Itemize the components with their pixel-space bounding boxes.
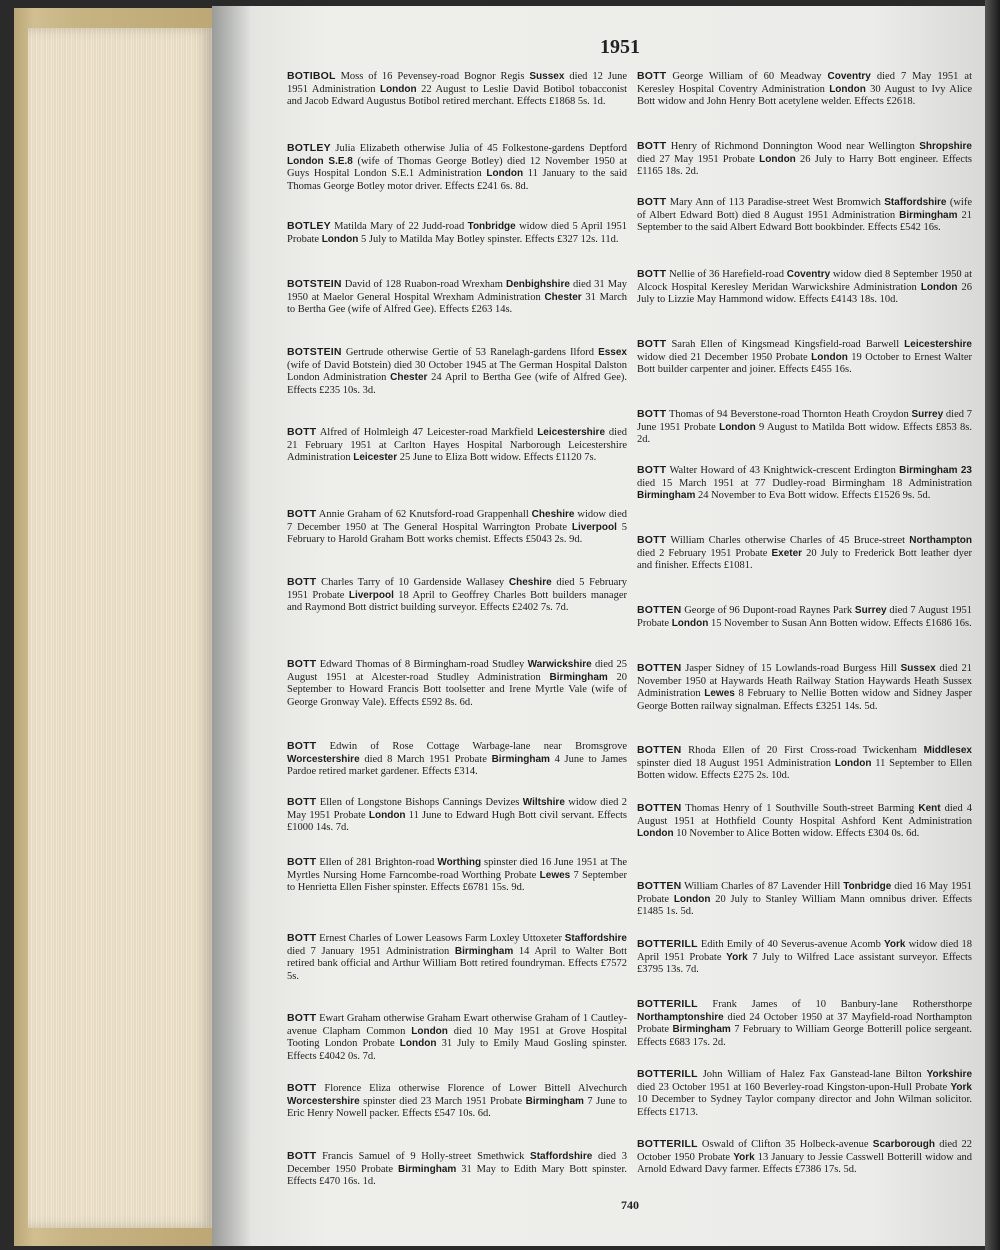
entry-text: widow died 7 December 1950 at The General Hospital Warrington Probate: [287, 509, 627, 533]
entry-place: London S.E.8: [287, 155, 353, 167]
page-number: 740: [621, 1198, 639, 1212]
entry-text: died 21 February 1951 at Carlton Hayes Hospital Narborough Leicestershire Administration: [287, 427, 628, 464]
entry-text: widow died 21 December 1950 Probate: [637, 351, 812, 363]
entry-place: Birmingham: [397, 1163, 457, 1175]
entry-text: 13 January to Jessie Casswell Botterill widow and Arnold Edward Davy farmer. Effects £7386 17s. 5d.: [637, 1151, 972, 1176]
entry-surname: BOTIBOL: [287, 70, 336, 82]
entry-place: Chester: [390, 372, 428, 384]
entry-text: 11 June to Edward Hugh Bott civil servant. Effects £1000 14s. 7d.: [287, 809, 627, 834]
entry-place: London: [399, 1038, 437, 1050]
entry-place: Birmingham: [454, 945, 514, 957]
entry-place: Scarborough: [872, 1139, 936, 1150]
probate-entry: [637, 744, 972, 783]
right-edge: [985, 0, 1000, 1250]
entry-text: Ernest Charles of Lower Leasows Farm Loxley Uttoxeter: [316, 933, 565, 944]
entry-text: spinster died 23 March 1951 Probate: [359, 1095, 526, 1107]
entry-text: 31 July to Emily Maud Gosling spinster. Effects £4042 0s. 7d.: [287, 1038, 627, 1062]
entry-place: Northamptonshire: [637, 1011, 724, 1023]
entry-text: died 31 May 1950 at Maelor General Hospital Wrexham Administration: [287, 279, 628, 303]
entry-text: John William of Halez Fax Ganstead-lane Bilton: [697, 1069, 927, 1080]
entry-text: 19 October to Ernest Walter Bott builder carpenter and joiner. Effects £455 16s.: [637, 351, 972, 376]
entry-place: Northampton: [909, 535, 972, 546]
spine-shadow: [212, 6, 252, 1246]
entry-place: London: [637, 828, 674, 840]
entry-text: died 2 February 1951 Probate: [637, 547, 772, 559]
entry-text: 11 January to the said Thomas George Botley motor driver. Effects £241 6s. 8d.: [287, 168, 627, 192]
probate-entry: [637, 268, 972, 307]
probate-entry: [637, 604, 972, 630]
entry-text: widow died 8 September 1950 at Alcock Hospital Keresley Meridan Warwickshire Administration: [637, 269, 972, 293]
probate-entry: [637, 802, 972, 841]
entry-text: died 27 May 1951 Probate: [637, 153, 760, 165]
entry-place: Chester: [544, 291, 582, 303]
probate-entry: [287, 1012, 627, 1063]
entry-surname: BOTT: [287, 1150, 317, 1162]
entry-surname: BOTT: [637, 268, 667, 280]
probate-entry: [637, 408, 972, 447]
entry-place: London: [759, 153, 796, 165]
entry-surname: BOTTEN: [637, 802, 682, 814]
entry-place: Birmingham 23: [899, 465, 972, 476]
entry-text: 10 November to Alice Botten widow. Effects £304 0s. 6d.: [673, 828, 920, 840]
entry-text: 24 April to Bertha Gee (wife of Alfred Gee). Effects £235 10s. 3d.: [287, 372, 627, 396]
probate-entry: [287, 346, 627, 397]
entry-text: Florence Eliza otherwise Florence of Lower Bittell Alvechurch: [316, 1083, 627, 1094]
entry-text: 20 September to Howard Francis Bott toolsetter and Irene Myrtle Vale (wife of George Gronway Vale). Effects £592 8s. 6d.: [287, 671, 627, 708]
entry-text: 15 November to Susan Ann Botten widow. Effects £1686 16s.: [708, 617, 972, 629]
probate-entry: [637, 196, 972, 235]
entry-text: Walter Howard of 43 Knightwick-crescent Erdington: [666, 465, 900, 476]
entry-place: Cheshire: [531, 509, 575, 520]
entry-place: Sussex: [900, 663, 936, 674]
entry-surname: BOTTERILL: [637, 938, 698, 950]
probate-entry: [287, 1082, 627, 1121]
entry-surname: BOTTERILL: [637, 998, 698, 1010]
entry-place: Cheshire: [508, 577, 552, 588]
entry-place: Worcestershire: [287, 753, 360, 765]
entry-place: Tonbridge: [467, 221, 516, 232]
entry-text: 5 July to Matilda May Botley spinster. Effects £327 12s. 11d.: [358, 233, 619, 245]
entry-place: Essex: [598, 347, 627, 358]
entry-surname: BOTT: [287, 932, 317, 944]
probate-entry: [287, 508, 627, 547]
entry-place: Sussex: [529, 71, 565, 82]
entry-text: died 24 October 1950 at 37 Mayfield-road Northampton Probate: [637, 1011, 972, 1036]
entry-text: 7 June to Eric Henry Nowell packer. Effects £547 10s. 6d.: [287, 1095, 627, 1120]
probate-entry: [287, 576, 627, 615]
probate-entry: [287, 70, 627, 109]
entry-place: York: [883, 939, 906, 950]
entry-surname: BOTTERILL: [637, 1138, 698, 1150]
probate-entry: [637, 140, 972, 179]
entry-text: 22 August to Leslie David Botibol tobacconist and Jacob Edward Augustus Botibol retired merchant. Effects £1868 5s. 1d.: [287, 83, 627, 108]
entry-text: died 4 August 1951 at Hothfield County Hospital Ashford Kent Administration: [637, 803, 973, 827]
probate-entry: [287, 142, 627, 193]
entry-place: Worcestershire: [287, 1095, 360, 1107]
entry-place: Exeter: [771, 547, 803, 559]
entry-place: Staffordshire: [564, 933, 627, 944]
entry-surname: BOTLEY: [287, 220, 331, 232]
probate-entry: [287, 740, 627, 779]
entry-text: died 7 January 1951 Administration: [287, 945, 455, 957]
entry-place: Birmingham: [491, 753, 550, 765]
probate-entry: [287, 932, 627, 983]
probate-entry: [637, 338, 972, 377]
entry-text: 9 August to Matilda Bott widow. Effects £853 8s. 2d.: [637, 421, 972, 446]
entry-surname: BOTT: [287, 740, 317, 752]
entry-surname: BOTT: [287, 1012, 317, 1024]
entry-text: 31 May to Edith Mary Bott spinster. Effects £470 16s. 1d.: [287, 1163, 627, 1188]
entry-place: Birmingham: [549, 671, 608, 683]
entry-text: widow died 18 April 1951 Probate: [637, 939, 972, 963]
entry-text: 8 February to Nellie Botten widow and Sidney Jasper George Botten railway signalman. Effects £3251 14s. 5d.: [637, 688, 972, 712]
entry-place: Birmingham: [525, 1095, 584, 1107]
entry-surname: BOTLEY: [287, 142, 331, 154]
entry-text: died 3 December 1950 Probate: [287, 1151, 627, 1175]
entry-text: 26 July to Harry Bott engineer. Effects £1165 18s. 2d.: [637, 153, 972, 178]
probate-entry: [637, 662, 972, 713]
entry-text: Francis Samuel of 9 Holly-street Smethwick: [316, 1151, 531, 1162]
probate-entry: [287, 220, 627, 246]
entry-text: Oswald of Clifton 35 Holbeck-avenue: [697, 1139, 873, 1150]
entry-surname: BOTT: [287, 1082, 317, 1094]
entry-text: died 7 June 1951 Probate: [637, 409, 973, 433]
entry-text: died 12 June 1951 Administration: [287, 71, 628, 95]
entry-text: 30 August to Ivy Alice Bott widow and John Henry Bott acetylene welder. Effects £2618.: [637, 83, 972, 108]
entry-surname: BOTSTEIN: [287, 278, 342, 290]
entry-text: (wife of Thomas George Botley) died 12 November 1950 at Guys Hospital London S.E.1 Administration: [287, 155, 627, 180]
entry-place: York: [950, 1081, 972, 1093]
entry-text: died 7 May 1951 at Keresley Hospital Coventry Administration: [637, 71, 972, 95]
entry-text: Gertrude otherwise Gertie of 53 Ranelagh-gardens Ilford: [341, 347, 599, 358]
entry-text: died 25 August 1951 at Alcester-road Studley Administration: [287, 659, 628, 683]
entry-text: Sarah Ellen of Kingsmead Kingsfield-road Barwell: [666, 339, 905, 350]
entry-surname: BOTTERILL: [637, 1068, 698, 1080]
entry-place: Birmingham: [672, 1024, 731, 1036]
entry-place: Surrey: [911, 409, 944, 420]
entry-place: Leicestershire: [537, 427, 606, 438]
probate-entry: [637, 1138, 972, 1177]
entry-surname: BOTT: [287, 856, 317, 868]
entry-text: Nellie of 36 Harefield-road: [666, 269, 787, 280]
entry-text: died 23 October 1951 at 160 Beverley-road Kingston-upon-Hull Probate: [637, 1081, 951, 1093]
probate-entry: [637, 1068, 972, 1119]
entry-text: Henry of Richmond Donnington Wood near Wellington: [666, 141, 920, 152]
entry-text: Charles Tarry of 10 Gardenside Wallasey: [316, 577, 509, 588]
entry-text: Alfred of Holmleigh 47 Leicester-road Markfield: [316, 427, 538, 438]
entry-text: died 22 October 1950 Probate: [637, 1139, 972, 1163]
entry-place: London: [829, 83, 866, 95]
probate-entry: [287, 278, 627, 317]
entry-text: 25 June to Eliza Bott widow. Effects £1120 7s.: [397, 452, 597, 464]
entry-surname: BOTT: [637, 140, 667, 152]
entry-text: died 5 February 1951 Probate: [287, 577, 628, 601]
entry-place: Surrey: [854, 605, 887, 616]
entry-text: George of 96 Dupont-road Raynes Park: [681, 605, 855, 616]
probate-entry: [287, 1150, 627, 1189]
entry-place: Leicester: [353, 452, 398, 464]
entry-text: spinster died 16 June 1951 at The Myrtles Nursing Home Farncombe-road Worthing Probate: [287, 857, 627, 881]
entry-surname: BOTTEN: [637, 880, 682, 892]
probate-entry: [637, 534, 972, 573]
entry-text: Thomas of 94 Beverstone-road Thornton Heath Croydon: [666, 409, 912, 420]
entry-place: London: [673, 893, 711, 905]
entry-place: Staffordshire: [530, 1151, 593, 1162]
entry-text: Thomas Henry of 1 Southville South-street Barming: [681, 803, 919, 814]
entry-text: Edward Thomas of 8 Birmingham-road Studley: [316, 659, 528, 670]
entry-surname: BOTT: [287, 576, 317, 588]
entry-text: died 7 August 1951 Probate: [637, 605, 972, 629]
entry-place: London: [834, 757, 872, 769]
page-edges: [28, 28, 213, 1228]
entry-text: David of 128 Ruabon-road Wrexham: [341, 279, 506, 290]
entry-place: Wiltshire: [522, 797, 565, 808]
entry-surname: BOTT: [287, 508, 317, 520]
probate-entry: [287, 426, 627, 465]
entry-text: Frank James of 10 Banbury-lane Rothersthorpe: [697, 999, 972, 1010]
entry-surname: BOTT: [637, 70, 667, 82]
entry-text: Annie Graham of 62 Knutsford-road Grappenhall: [316, 509, 532, 520]
entry-place: Lewes: [704, 688, 735, 700]
entry-text: died 10 May 1951 at Grove Hospital Tooting London Probate: [287, 1025, 627, 1050]
entry-text: died 8 March 1951 Probate: [359, 753, 492, 765]
probate-entry: [637, 880, 972, 919]
entry-place: Middlesex: [923, 745, 972, 756]
entry-place: London: [486, 168, 524, 180]
entry-place: London: [811, 351, 848, 363]
entry-place: Lewes: [539, 869, 571, 881]
entry-text: widow died 5 April 1951 Probate: [287, 221, 627, 245]
entry-place: London: [719, 421, 756, 433]
entry-surname: BOTTEN: [637, 744, 682, 756]
entry-place: Leicestershire: [904, 339, 972, 350]
entry-text: Julia Elizabeth otherwise Julia of 45 Folkestone-gardens Deptford: [330, 143, 627, 154]
probate-entry: [287, 856, 627, 895]
entry-text: 20 July to Frederick Bott leather dyer and finisher. Effects £1081.: [637, 547, 972, 572]
entry-place: Coventry: [827, 71, 871, 82]
entry-text: (wife of David Botstein) died 30 October 1945 at The German Hospital Dalston London Administration: [287, 359, 627, 384]
page-year-header: 1951: [600, 36, 640, 58]
entry-surname: BOTT: [287, 426, 317, 438]
entry-place: London: [671, 617, 709, 629]
entry-text: Edith Emily of 40 Severus-avenue Acomb: [697, 939, 884, 950]
entry-text: 7 February to William George Botterill police sergeant. Effects £683 17s. 2d.: [637, 1024, 972, 1048]
entry-text: Matilda Mary of 22 Judd-road: [330, 221, 468, 232]
entry-place: London: [920, 281, 958, 293]
entry-text: 11 September to Ellen Botten widow. Effects £275 2s. 10d.: [637, 757, 973, 782]
entry-text: 21 September to the said Albert Edward Bott bookbinder. Effects £542 16s.: [637, 209, 972, 234]
entry-place: Staffordshire: [884, 197, 947, 208]
entry-text: 5 February to Harold Graham Bott works chemist. Effects £5043 2s. 9d.: [287, 521, 627, 546]
entry-surname: BOTTEN: [637, 662, 682, 674]
entry-surname: BOTT: [637, 464, 667, 476]
entry-text: 31 March to Bertha Gee (wife of Alfred Gee). Effects £263 14s.: [287, 291, 628, 316]
entry-place: London: [321, 233, 359, 245]
entry-place: Worthing: [437, 857, 482, 868]
entry-text: died 21 November 1950 at Haywards Heath Railway Station Haywards Heath Sussex Administration: [637, 663, 972, 700]
entry-text: spinster died 18 August 1951 Administration: [637, 757, 835, 769]
entry-surname: BOTSTEIN: [287, 346, 342, 358]
entry-text: 7 July to Wilfred Lace assistant surveyor. Effects £3795 13s. 7d.: [637, 951, 972, 976]
entry-place: Coventry: [786, 269, 831, 280]
entry-text: Ellen of 281 Brighton-road: [316, 857, 438, 868]
entry-text: died 15 March 1951 at 77 Dudley-road Birmingham 18 Administration: [637, 477, 972, 489]
entry-place: Birmingham: [637, 490, 696, 502]
entry-surname: BOTT: [637, 534, 667, 546]
entry-text: 7 September to Henrietta Ellen Fisher spinster. Effects £6781 15s. 9d.: [287, 869, 627, 894]
entry-text: Ellen of Longstone Bishops Cannings Devizes: [316, 797, 523, 808]
entry-place: York: [733, 1151, 755, 1163]
entry-surname: BOTT: [637, 196, 667, 208]
entry-text: Rhoda Ellen of 20 First Cross-road Twickenham: [681, 745, 924, 756]
entry-text: Mary Ann of 113 Paradise-street West Bromwich: [666, 197, 885, 208]
entry-surname: BOTT: [637, 408, 667, 420]
entry-text: widow died 2 May 1951 Probate: [287, 797, 627, 821]
entry-place: York: [726, 951, 748, 963]
entry-place: Warwickshire: [527, 659, 592, 670]
entry-place: Kent: [918, 803, 941, 814]
probate-entry: [637, 998, 972, 1049]
entry-text: 14 April to Walter Bott retired bank official and Arthur William Bott retired foundryman. Effects £7572 5s.: [287, 945, 628, 982]
entry-text: George William of 60 Meadway: [666, 71, 828, 82]
entry-text: Moss of 16 Pevensey-road Bognor Regis: [335, 71, 530, 82]
entry-text: 18 April to Geoffrey Charles Bott builders manager and Raymond Bott district building surveyor. Effects £2402 7s. 7d.: [287, 589, 627, 614]
probate-entry: [637, 70, 972, 109]
entry-text: William Charles of 87 Lavender Hill: [681, 881, 844, 892]
probate-entry: [637, 938, 972, 977]
entry-text: 10 December to Sydney Taylor company director and John Wilman solicitor. Effects £1713.: [637, 1094, 972, 1118]
entry-text: William Charles otherwise Charles of 45 Bruce-street: [666, 535, 910, 546]
entry-surname: BOTTEN: [637, 604, 682, 616]
entry-place: Yorkshire: [926, 1069, 972, 1080]
entry-place: London: [368, 809, 406, 821]
entry-text: 26 July to Lizzie May Hammond widow. Effects £4143 18s. 10d.: [637, 281, 972, 306]
entry-surname: BOTT: [637, 338, 667, 350]
entry-text: 24 November to Eva Bott widow. Effects £1526 9s. 5d.: [695, 490, 931, 502]
probate-entry: [287, 658, 627, 709]
entry-surname: BOTT: [287, 658, 317, 670]
entry-place: Liverpool: [348, 589, 394, 601]
entry-text: 20 July to Stanley William Mann omnibus driver. Effects £1485 1s. 5d.: [637, 893, 972, 918]
probate-entry: [287, 796, 627, 835]
entry-place: Liverpool: [571, 521, 617, 533]
entry-place: Birmingham: [899, 209, 958, 221]
entry-place: Denbighshire: [506, 279, 570, 290]
entry-text: (wife of Albert Edward Bott) died 8 August 1951 Administration: [637, 197, 973, 221]
entry-text: 4 June to James Pardoe retired market gardener. Effects £314.: [287, 753, 627, 778]
entry-text: Jasper Sidney of 15 Lowlands-road Burgess Hill: [681, 663, 901, 674]
probate-entry: [637, 464, 972, 503]
entry-text: died 16 May 1951 Probate: [637, 881, 973, 905]
entry-place: Shropshire: [919, 141, 972, 152]
entry-text: Edwin of Rose Cottage Warbage-lane near Bromsgrove: [316, 741, 627, 752]
entry-text: Ewart Graham otherwise Graham Ewart otherwise Graham of 1 Cautley-avenue Clapham Common: [287, 1013, 627, 1037]
entry-place: London: [379, 83, 417, 95]
entry-place: London: [411, 1025, 448, 1037]
entry-surname: BOTT: [287, 796, 317, 808]
entry-place: Tonbridge: [843, 881, 892, 892]
